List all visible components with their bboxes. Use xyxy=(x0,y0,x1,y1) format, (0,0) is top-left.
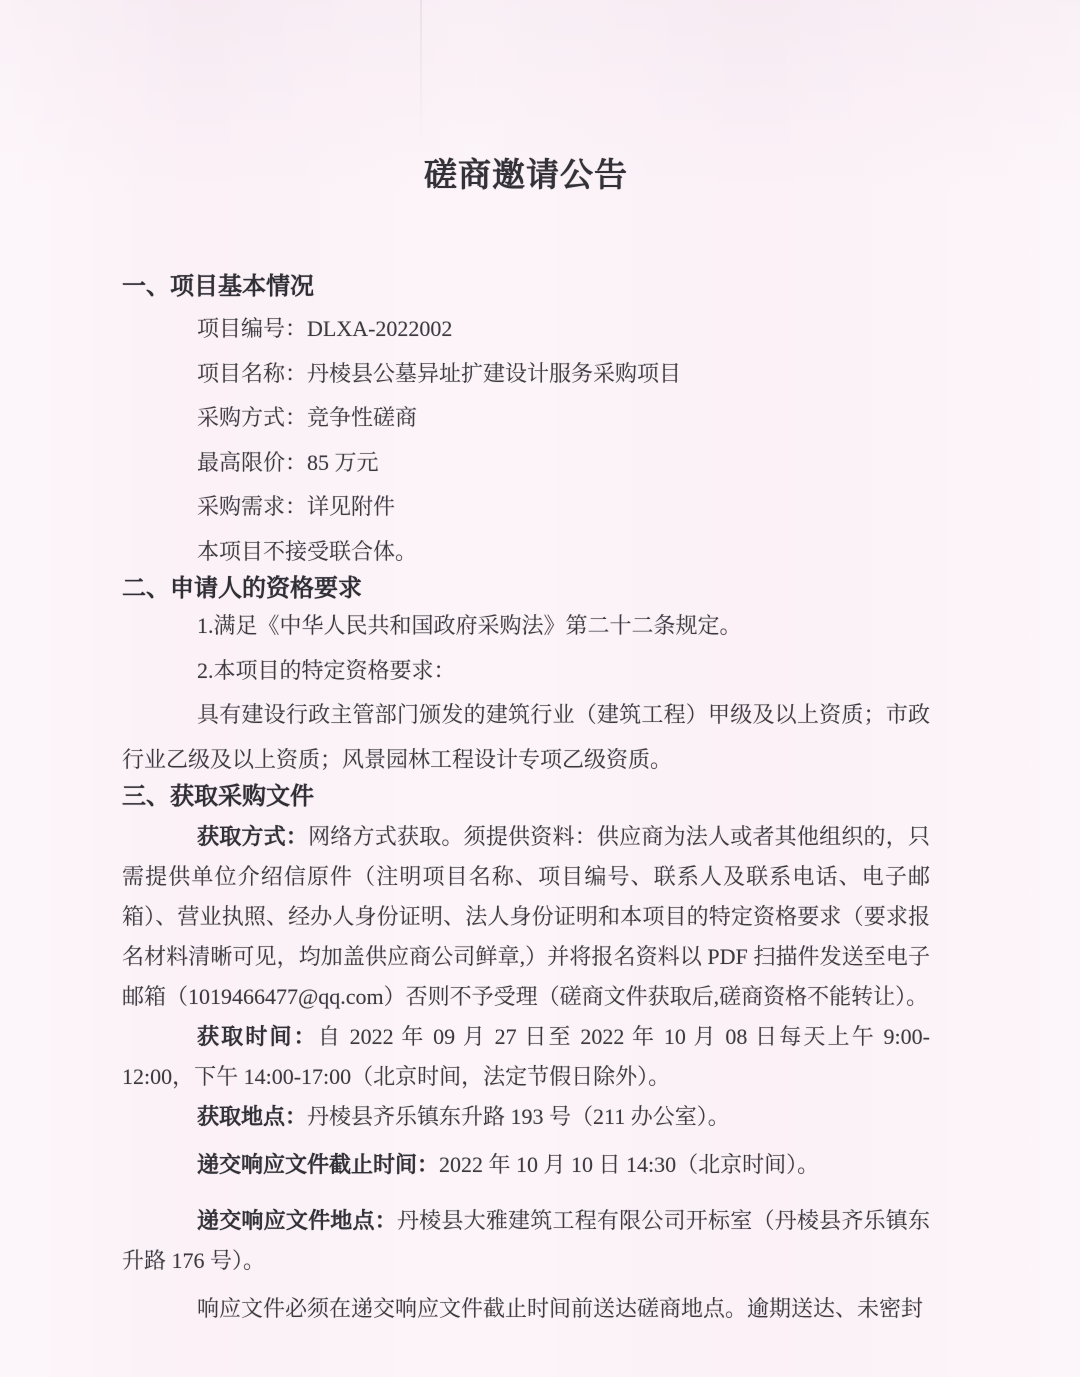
obtain-location-label: 获取地点： xyxy=(197,1104,308,1129)
submission-location-label: 递交响应文件地点： xyxy=(197,1208,397,1233)
max-price-line: 最高限价：85 万元 xyxy=(197,449,379,475)
project-name-line: 项目名称：丹棱县公墓异址扩建设计服务采购项目 xyxy=(197,360,682,386)
section-qualification xyxy=(122,604,930,782)
section-heading-qualification: 二、申请人的资格要求 xyxy=(122,575,362,602)
obtain-method-label: 获取方式： xyxy=(197,824,309,849)
submission-deadline-text: 2022 年 10 月 10 日 14:30（北京时间）。 xyxy=(439,1152,820,1177)
submission-location-paragraph xyxy=(122,1201,930,1281)
obtain-time-text: 自 2022 年 09 月 27 日至 2022 年 10 月 08 日每天上午 9:00-12:00，下午 14:00-17:00（北京时间，法定节假日除外）。 xyxy=(122,1024,930,1089)
submission-deadline-paragraph xyxy=(122,1145,930,1185)
procurement-method-line: 采购方式：竞争性磋商 xyxy=(197,405,418,430)
document-title: 磋商邀请公告 xyxy=(424,158,628,194)
section-project-info xyxy=(122,307,930,574)
qualification-item-1: 1.满足《中华人民共和国政府采购法》第二十二条规定。 xyxy=(197,613,742,638)
obtain-time-label: 获取时间： xyxy=(197,1024,318,1049)
no-consortium-line: 本项目不接受联合体。 xyxy=(197,538,418,564)
qualification-detail-paragraph: 具有建设行政主管部门颁发的建筑行业（建筑工程）甲级及以上资质；市政行业乙级及以上资质；风景园林工程设计专项乙级资质。 xyxy=(122,702,930,772)
section-obtain-documents xyxy=(122,817,930,1329)
submission-deadline-label: 递交响应文件截止时间： xyxy=(197,1152,440,1177)
closing-paragraph: 响应文件必须在递交响应文件截止时间前送达磋商地点。逾期送达、未密封 xyxy=(197,1296,924,1321)
section-heading-project-info: 一、项目基本情况 xyxy=(122,273,314,300)
obtain-time-paragraph xyxy=(122,1017,930,1097)
procurement-demand-line: 采购需求：详见附件 xyxy=(197,494,396,519)
title-spacer xyxy=(122,200,930,272)
submission-location-text: 丹棱县大雅建筑工程有限公司开标室（丹棱县齐乐镇东升路 176 号）。 xyxy=(122,1208,930,1273)
obtain-method-text: 网络方式获取。须提供资料：供应商为法人或者其他组织的，只需提供单位介绍信原件（注明项目名称、项目编号、联系人及联系电话、电子邮箱）、营业执照、经办人身份证明、法人身份证明和本项目的特定资格要求（要求报名材料清晰可见，均加盖供应商公司鲜章,）并将报名资料以 PDF 扫描件发送至电子邮箱（1019466477@qq.com）否则不予受理（磋商文件获取后,磋商资格不能转让）。 xyxy=(122,824,930,1009)
qualification-item-2: 2.本项目的特定资格要求： xyxy=(197,657,456,683)
project-number-line: 项目编号：DLXA-2022002 xyxy=(197,316,453,341)
obtain-location-text: 丹棱县齐乐镇东升路 193 号（211 办公室）。 xyxy=(307,1104,730,1129)
obtain-location-paragraph xyxy=(122,1097,930,1137)
obtain-method-paragraph xyxy=(122,817,930,1017)
section-heading-obtain-documents: 三、获取采购文件 xyxy=(122,783,314,810)
